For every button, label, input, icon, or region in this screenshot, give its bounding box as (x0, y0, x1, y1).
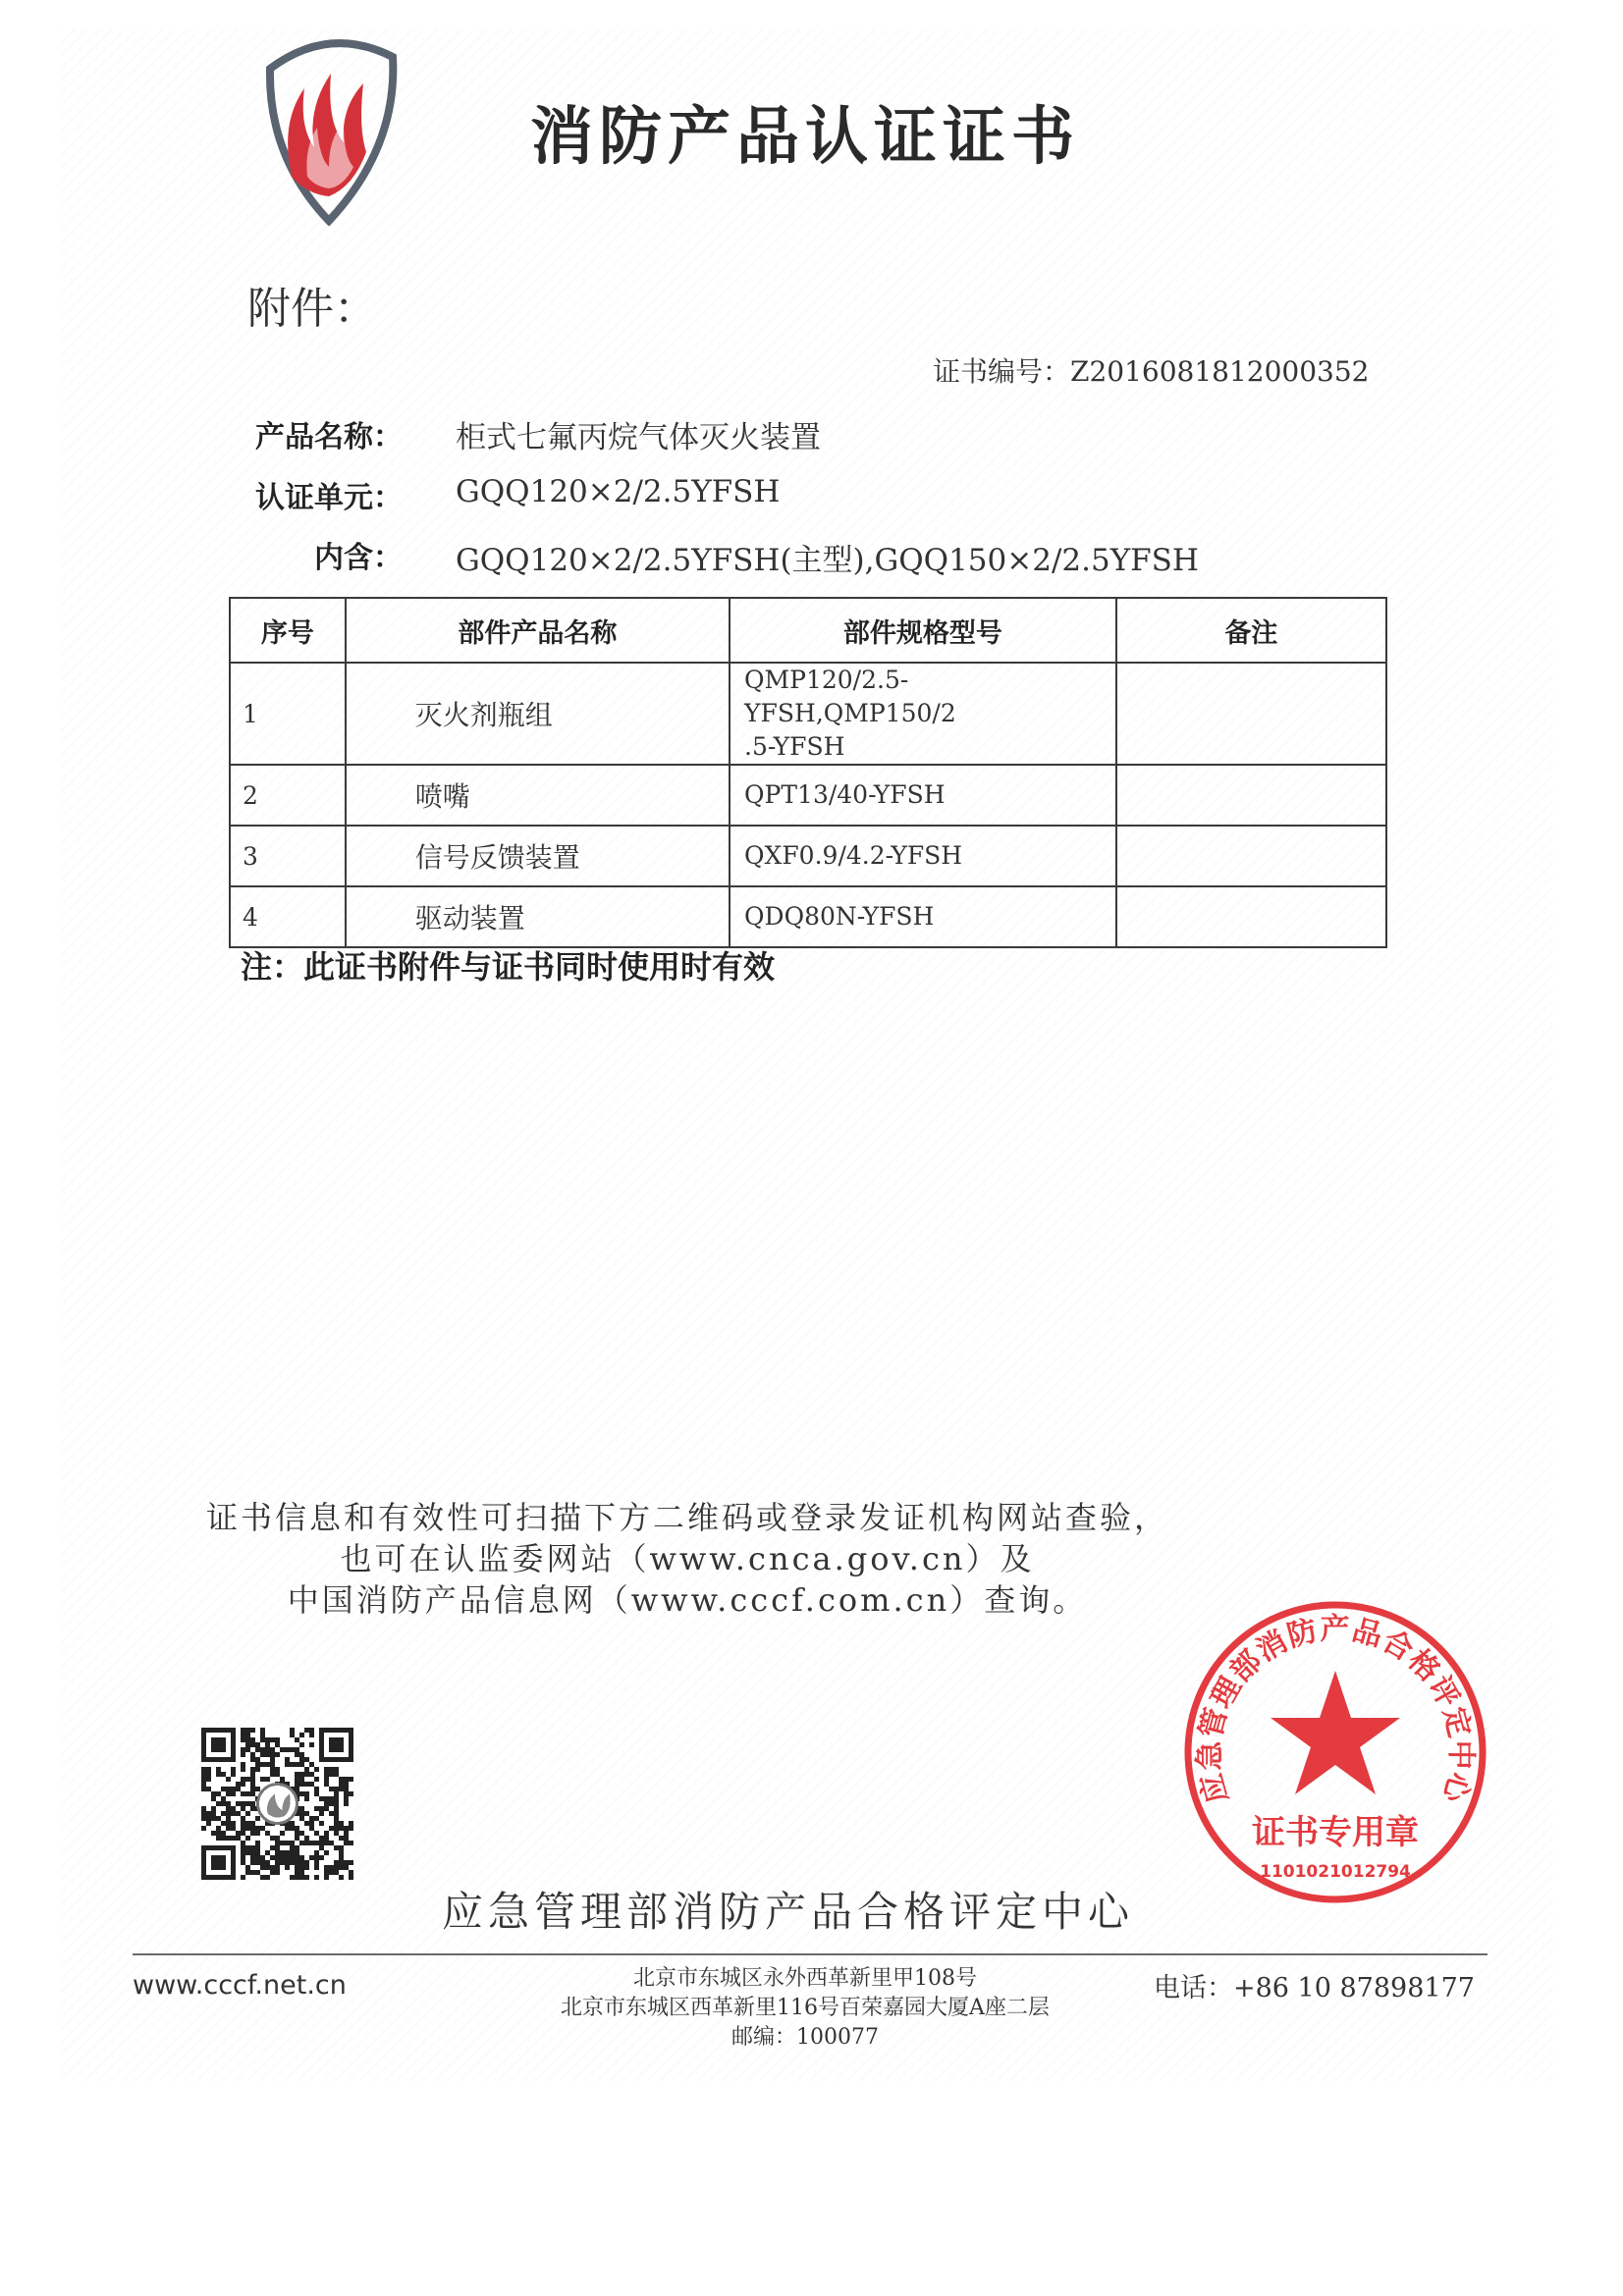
verification-line-1: 证书信息和有效性可扫描下方二维码或登录发证机构网站查验， (205, 1499, 1168, 1536)
seal-number: 1101021012794 (1260, 1862, 1411, 1882)
verification-line-3: 中国消防产品信息网（www.cccf.com.cn）查询。 (287, 1581, 1088, 1619)
header-part-spec: 部件规格型号 (730, 598, 1116, 663)
flame-shield-logo-icon (250, 29, 407, 226)
table-row (230, 663, 1386, 765)
row-remark (1116, 765, 1386, 826)
footer-address-line-1: 北京市东城区永外西革新里甲108号 (633, 1966, 977, 1991)
row-part-spec: QXF0.9/4.2-YFSH (730, 826, 1116, 886)
contains-label: 内含： (314, 541, 403, 575)
document-title: 消防产品认证证书 (530, 101, 1080, 174)
footer-website: www.cccf.net.cn (133, 1970, 347, 2001)
header-part-name: 部件产品名称 (346, 598, 730, 663)
product-name-value: 柜式七氟丙烷气体灭火装置 (456, 420, 821, 455)
qr-code-icon (201, 1728, 353, 1880)
official-seal-stamp (1173, 1590, 1497, 1914)
footer-address-line-2: 北京市东城区西革新里116号百荣嘉园大厦A座二层 (561, 1996, 1050, 2020)
table-row (230, 826, 1386, 886)
cert-unit-label: 认证单元： (255, 481, 403, 515)
table-row (230, 765, 1386, 826)
table-row (230, 886, 1386, 947)
footer-postcode: 邮编：100077 (731, 2025, 879, 2050)
footer-divider (133, 1953, 1488, 1955)
footer-address (461, 1964, 1149, 2053)
row-no: 2 (230, 765, 346, 826)
row-part-name: 灭火剂瓶组 (346, 663, 730, 765)
row-part-name: 信号反馈装置 (346, 826, 730, 886)
validity-note: 注：此证书附件与证书同时使用时有效 (241, 948, 776, 986)
footer-phone: 电话：+86 10 87898177 (1154, 1973, 1475, 2003)
row-remark (1116, 886, 1386, 947)
row-part-name: 喷嘴 (346, 765, 730, 826)
row-part-name: 驱动装置 (346, 886, 730, 947)
row-part-spec-line2: .5-YFSH (744, 732, 845, 761)
row-part-spec (730, 663, 1116, 765)
issuer-name: 应急管理部消防产品合格评定中心 (442, 1888, 1135, 1936)
seal-ring-text: 应急管理部消防产品合格评定中心 (1192, 1612, 1479, 1807)
seal-star-icon (1271, 1671, 1400, 1794)
attachment-label: 附件： (247, 284, 377, 334)
row-part-spec-line1: QMP120/2.5-YFSH,QMP150/2 (744, 666, 956, 727)
header-no: 序号 (230, 598, 346, 663)
cert-unit-value: GQQ120×2/2.5YFSH (456, 474, 781, 509)
row-part-spec: QPT13/40-YFSH (730, 765, 1116, 826)
row-no: 3 (230, 826, 346, 886)
row-no: 4 (230, 886, 346, 947)
row-remark (1116, 826, 1386, 886)
table-header-row (230, 598, 1386, 663)
row-remark (1116, 663, 1386, 765)
row-part-spec: QDQ80N-YFSH (730, 886, 1116, 947)
certificate-number: 证书编号：Z2016081812000352 (933, 355, 1370, 388)
parts-table (229, 597, 1387, 948)
verification-text (196, 1497, 1178, 1621)
header-remark: 备注 (1116, 598, 1386, 663)
contains-value: GQQ120×2/2.5YFSH(主型),GQQ150×2/2.5YFSH (456, 543, 1199, 578)
row-no: 1 (230, 663, 346, 765)
seal-center-text: 证书专用章 (1252, 1813, 1419, 1852)
verification-line-2: 也可在认监委网站（www.cnca.gov.cn）及 (340, 1540, 1035, 1577)
product-name-label: 产品名称： (255, 420, 403, 454)
